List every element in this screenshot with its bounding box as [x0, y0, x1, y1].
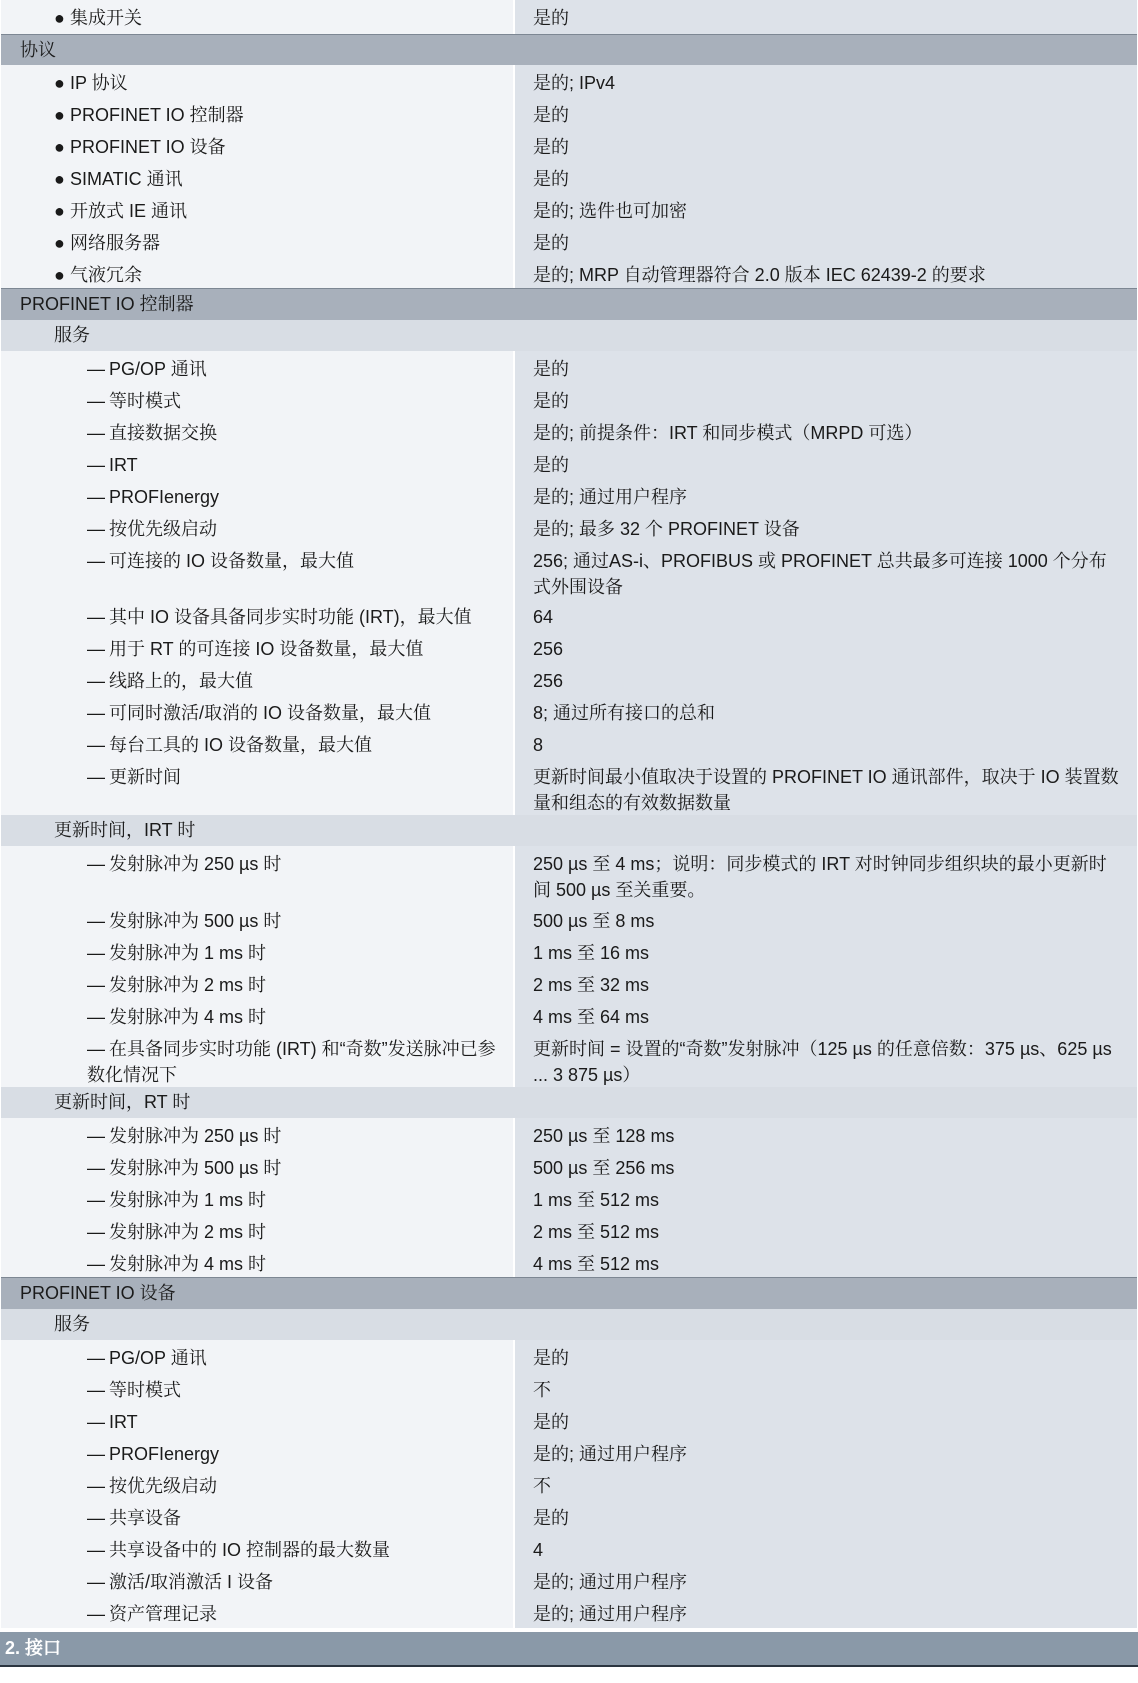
spec-row	[1, 0, 1137, 34]
spec-label-cell	[1, 759, 513, 815]
spec-label-cell	[1, 415, 513, 447]
spec-value: 4	[515, 1532, 1137, 1564]
spec-label-cell	[1, 1340, 513, 1372]
dash-icon: —	[87, 1380, 105, 1400]
dash-icon: —	[87, 1604, 105, 1624]
spec-label: 集成开关	[70, 8, 142, 28]
spec-label: IP 协议	[70, 73, 128, 93]
spec-label-cell	[1, 511, 513, 543]
section-heading	[1, 1277, 1137, 1309]
spec-label-cell	[1, 257, 513, 288]
spec-label: 发射脉冲为 2 ms 时	[109, 975, 267, 995]
spec-row	[1, 599, 1137, 631]
dash-icon: —	[87, 1007, 105, 1027]
spec-label: PG/OP 通讯	[109, 359, 207, 379]
spec-row	[1, 543, 1137, 599]
dash-icon: —	[87, 423, 105, 443]
dash-icon: —	[87, 487, 105, 507]
spec-row	[1, 999, 1137, 1031]
dash-icon: —	[87, 943, 105, 963]
subsection-heading-label: 更新时间，IRT 时	[54, 820, 196, 840]
spec-label: 发射脉冲为 4 ms 时	[109, 1254, 267, 1274]
spec-label: 按优先级启动	[109, 519, 217, 539]
spec-label-cell	[1, 1182, 513, 1214]
dash-icon: —	[87, 607, 105, 627]
dash-icon: —	[87, 1508, 105, 1528]
spec-value: 是的; MRP 自动管理器符合 2.0 版本 IEC 62439-2 的要求	[515, 257, 1137, 288]
spec-label-cell	[1, 1436, 513, 1468]
section-heading	[1, 288, 1137, 320]
spec-label-cell	[1, 1246, 513, 1277]
spec-value: 更新时间 = 设置的“奇数”发射脉冲（125 µs 的任意倍数：375 µs、625 µs ... 3 875 µs）	[515, 1031, 1137, 1087]
spec-value: 4 ms 至 512 ms	[515, 1246, 1137, 1277]
dash-icon: —	[87, 703, 105, 723]
spec-value: 256; 通过AS-i、PROFIBUS 或 PROFINET 总共最多可连接 1000 个分布式外围设备	[515, 543, 1137, 599]
dash-icon: —	[87, 551, 105, 571]
spec-label: 在具备同步实时功能 (IRT) 和“奇数”发送脉冲已参数化情况下	[87, 1039, 496, 1085]
spec-label: PROFIenergy	[109, 487, 220, 507]
spec-value: 是的; 通过用户程序	[515, 1564, 1137, 1596]
spec-value: 是的	[515, 1340, 1137, 1372]
spec-label-cell	[1, 1118, 513, 1150]
spec-row	[1, 695, 1137, 727]
bullet-dot-icon: ●	[54, 169, 65, 189]
spec-label: 其中 IO 设备具备同步实时功能 (IRT)，最大值	[109, 607, 472, 627]
spec-label: 发射脉冲为 1 ms 时	[109, 943, 267, 963]
bullet-dot-icon: ●	[54, 105, 65, 125]
spec-label: IRT	[109, 1412, 138, 1432]
spec-label: 激活/取消激活 I 设备	[109, 1572, 274, 1592]
spec-label-cell	[1, 1150, 513, 1182]
spec-value: 1 ms 至 512 ms	[515, 1182, 1137, 1214]
spec-label: PROFINET IO 控制器	[70, 105, 244, 125]
spec-row	[1, 1596, 1137, 1628]
spec-value: 是的	[515, 129, 1137, 161]
spec-label: PROFIenergy	[109, 1444, 220, 1464]
spec-value: 500 µs 至 256 ms	[515, 1150, 1137, 1182]
spec-label-cell	[1, 1372, 513, 1404]
subsection-heading	[1, 1309, 1137, 1340]
spec-label: 发射脉冲为 1 ms 时	[109, 1190, 267, 1210]
spec-label-cell	[1, 967, 513, 999]
spec-value: 8; 通过所有接口的总和	[515, 695, 1137, 727]
spec-row	[1, 257, 1137, 288]
spec-label-cell	[1, 1564, 513, 1596]
spec-row	[1, 193, 1137, 225]
spec-label: SIMATIC 通讯	[70, 169, 183, 189]
spec-label-cell	[1, 903, 513, 935]
spec-row	[1, 1340, 1137, 1372]
spec-value: 是的	[515, 351, 1137, 383]
spec-value: 不	[515, 1468, 1137, 1500]
spec-row	[1, 1182, 1137, 1214]
dash-icon: —	[87, 519, 105, 539]
spec-label-cell	[1, 1031, 513, 1087]
spec-label: 每台工具的 IO 设备数量，最大值	[109, 735, 373, 755]
subsection-heading-label: 服务	[54, 325, 90, 345]
spec-row	[1, 631, 1137, 663]
spec-label-cell	[1, 695, 513, 727]
spec-label-cell	[1, 935, 513, 967]
spec-row	[1, 447, 1137, 479]
subsection-heading	[1, 320, 1137, 351]
spec-row	[1, 935, 1137, 967]
spec-value: 是的; 通过用户程序	[515, 1436, 1137, 1468]
spec-label: IRT	[109, 455, 138, 475]
bullet-dot-icon: ●	[54, 8, 65, 28]
spec-label: 网络服务器	[70, 233, 160, 253]
spec-label: 发射脉冲为 500 µs 时	[109, 1158, 282, 1178]
dash-icon: —	[87, 1222, 105, 1242]
dash-icon: —	[87, 911, 105, 931]
spec-value: 是的; IPv4	[515, 65, 1137, 97]
dash-icon: —	[87, 1412, 105, 1432]
spec-label: 线路上的，最大值	[109, 671, 253, 691]
spec-label-cell	[1, 383, 513, 415]
spec-label: 等时模式	[109, 391, 181, 411]
spec-label: 共享设备	[109, 1508, 181, 1528]
dash-icon: —	[87, 1190, 105, 1210]
spec-label-cell	[1, 479, 513, 511]
dash-icon: —	[87, 359, 105, 379]
spec-value: 是的	[515, 0, 1137, 34]
spec-row	[1, 1246, 1137, 1277]
spec-label-cell	[1, 846, 513, 903]
spec-value: 是的	[515, 447, 1137, 479]
spec-row	[1, 1031, 1137, 1087]
spec-label-cell	[1, 599, 513, 631]
subsection-heading	[1, 815, 1137, 846]
spec-row	[1, 415, 1137, 447]
spec-row	[1, 225, 1137, 257]
section-heading-label: 协议	[20, 40, 56, 60]
section-heading	[1, 34, 1137, 65]
spec-row	[1, 161, 1137, 193]
spec-value: 64	[515, 599, 1137, 631]
bullet-dot-icon: ●	[54, 201, 65, 221]
spec-label: 更新时间	[109, 767, 181, 787]
subsection-heading-label: 更新时间，RT 时	[54, 1092, 191, 1112]
spec-value: 是的	[515, 1404, 1137, 1436]
spec-label-cell	[1, 1500, 513, 1532]
dash-icon: —	[87, 1540, 105, 1560]
spec-label: 发射脉冲为 250 µs 时	[109, 1126, 282, 1146]
spec-row	[1, 1468, 1137, 1500]
spec-label-cell	[1, 1214, 513, 1246]
spec-value: 250 µs 至 128 ms	[515, 1118, 1137, 1150]
spec-label: 直接数据交换	[109, 423, 217, 443]
spec-value: 是的	[515, 225, 1137, 257]
spec-row	[1, 846, 1137, 903]
spec-label: 开放式 IE 通讯	[70, 201, 188, 221]
bullet-dot-icon: ●	[54, 73, 65, 93]
spec-label-cell	[1, 1468, 513, 1500]
spec-label: 可同时激活/取消的 IO 设备数量，最大值	[109, 703, 432, 723]
spec-row	[1, 663, 1137, 695]
spec-value: 是的; 通过用户程序	[515, 1596, 1137, 1628]
spec-label: 资产管理记录	[109, 1604, 217, 1624]
dash-icon: —	[87, 1254, 105, 1274]
subsection-heading	[1, 1087, 1137, 1118]
spec-value: 256	[515, 631, 1137, 663]
spec-label-cell	[1, 351, 513, 383]
spec-row	[1, 479, 1137, 511]
spec-value: 是的	[515, 383, 1137, 415]
spec-row	[1, 351, 1137, 383]
dash-icon: —	[87, 455, 105, 475]
spec-label: 发射脉冲为 4 ms 时	[109, 1007, 267, 1027]
dash-icon: —	[87, 1572, 105, 1592]
spec-label: 发射脉冲为 500 µs 时	[109, 911, 282, 931]
spec-value: 1 ms 至 16 ms	[515, 935, 1137, 967]
spec-row	[1, 1150, 1137, 1182]
spec-label-cell	[1, 1404, 513, 1436]
spec-label-cell	[1, 543, 513, 599]
dash-icon: —	[87, 1126, 105, 1146]
dash-icon: —	[87, 735, 105, 755]
spec-label-cell	[1, 1532, 513, 1564]
spec-row	[1, 97, 1137, 129]
spec-row	[1, 511, 1137, 543]
spec-label-cell	[1, 65, 513, 97]
spec-label-cell	[1, 97, 513, 129]
spec-row	[1, 1372, 1137, 1404]
bullet-dot-icon: ●	[54, 265, 65, 285]
spec-label: PROFINET IO 设备	[70, 137, 226, 157]
spec-row	[1, 1404, 1137, 1436]
spec-label-cell	[1, 129, 513, 161]
dash-icon: —	[87, 1039, 105, 1059]
spec-table	[1, 0, 1137, 1628]
dash-icon: —	[87, 1444, 105, 1464]
spec-label-cell	[1, 663, 513, 695]
spec-row	[1, 759, 1137, 815]
bullet-dot-icon: ●	[54, 233, 65, 253]
spec-value: 是的	[515, 97, 1137, 129]
dash-icon: —	[87, 975, 105, 995]
subsection-heading-label: 服务	[54, 1314, 90, 1334]
spec-label-cell	[1, 1596, 513, 1628]
spec-label: PG/OP 通讯	[109, 1348, 207, 1368]
spec-row	[1, 1532, 1137, 1564]
spec-row	[1, 1436, 1137, 1468]
spec-value: 500 µs 至 8 ms	[515, 903, 1137, 935]
spec-value: 250 µs 至 4 ms；说明：同步模式的 IRT 对时钟同步组织块的最小更新时间 500 µs 至关重要。	[515, 846, 1137, 903]
spec-value: 是的	[515, 1500, 1137, 1532]
spec-row	[1, 1214, 1137, 1246]
spec-label-cell	[1, 161, 513, 193]
spec-row	[1, 383, 1137, 415]
section-heading-label: PROFINET IO 控制器	[20, 294, 194, 314]
spec-label: 可连接的 IO 设备数量，最大值	[109, 551, 355, 571]
spec-label: 气液冗余	[70, 265, 142, 285]
spec-label-cell	[1, 727, 513, 759]
spec-row	[1, 65, 1137, 97]
spec-row	[1, 903, 1137, 935]
section-footer-heading: 2. 接口	[0, 1632, 1138, 1667]
spec-row	[1, 1500, 1137, 1532]
spec-value: 更新时间最小值取决于设置的 PROFINET IO 通讯部件，取决于 IO 装置数量和组态的有效数据数量	[515, 759, 1137, 815]
spec-value: 是的; 选件也可加密	[515, 193, 1137, 225]
spec-label-cell	[1, 193, 513, 225]
dash-icon: —	[87, 639, 105, 659]
spec-value: 2 ms 至 32 ms	[515, 967, 1137, 999]
dash-icon: —	[87, 1476, 105, 1496]
spec-value: 是的; 前提条件：IRT 和同步模式（MRPD 可选）	[515, 415, 1137, 447]
spec-label: 发射脉冲为 2 ms 时	[109, 1222, 267, 1242]
spec-row	[1, 967, 1137, 999]
dash-icon: —	[87, 854, 105, 874]
spec-row	[1, 1118, 1137, 1150]
spec-label: 发射脉冲为 250 µs 时	[109, 854, 282, 874]
spec-label-cell	[1, 225, 513, 257]
dash-icon: —	[87, 671, 105, 691]
bullet-dot-icon: ●	[54, 137, 65, 157]
spec-label: 等时模式	[109, 1380, 181, 1400]
spec-label: 共享设备中的 IO 控制器的最大数量	[109, 1540, 391, 1560]
section-heading-label: PROFINET IO 设备	[20, 1283, 176, 1303]
spec-row	[1, 727, 1137, 759]
dash-icon: —	[87, 1158, 105, 1178]
spec-value: 8	[515, 727, 1137, 759]
spec-label-cell	[1, 999, 513, 1031]
spec-label-cell	[1, 631, 513, 663]
dash-icon: —	[87, 767, 105, 787]
spec-value: 是的	[515, 161, 1137, 193]
spec-value: 2 ms 至 512 ms	[515, 1214, 1137, 1246]
spec-value: 256	[515, 663, 1137, 695]
dash-icon: —	[87, 1348, 105, 1368]
spec-row	[1, 1564, 1137, 1596]
spec-row	[1, 129, 1137, 161]
spec-label-cell	[1, 447, 513, 479]
spec-label: 按优先级启动	[109, 1476, 217, 1496]
spec-label-cell	[1, 0, 513, 34]
spec-label: 用于 RT 的可连接 IO 设备数量，最大值	[109, 639, 424, 659]
spec-value: 是的; 最多 32 个 PROFINET 设备	[515, 511, 1137, 543]
dash-icon: —	[87, 391, 105, 411]
spec-value: 4 ms 至 64 ms	[515, 999, 1137, 1031]
spec-value: 不	[515, 1372, 1137, 1404]
spec-value: 是的; 通过用户程序	[515, 479, 1137, 511]
